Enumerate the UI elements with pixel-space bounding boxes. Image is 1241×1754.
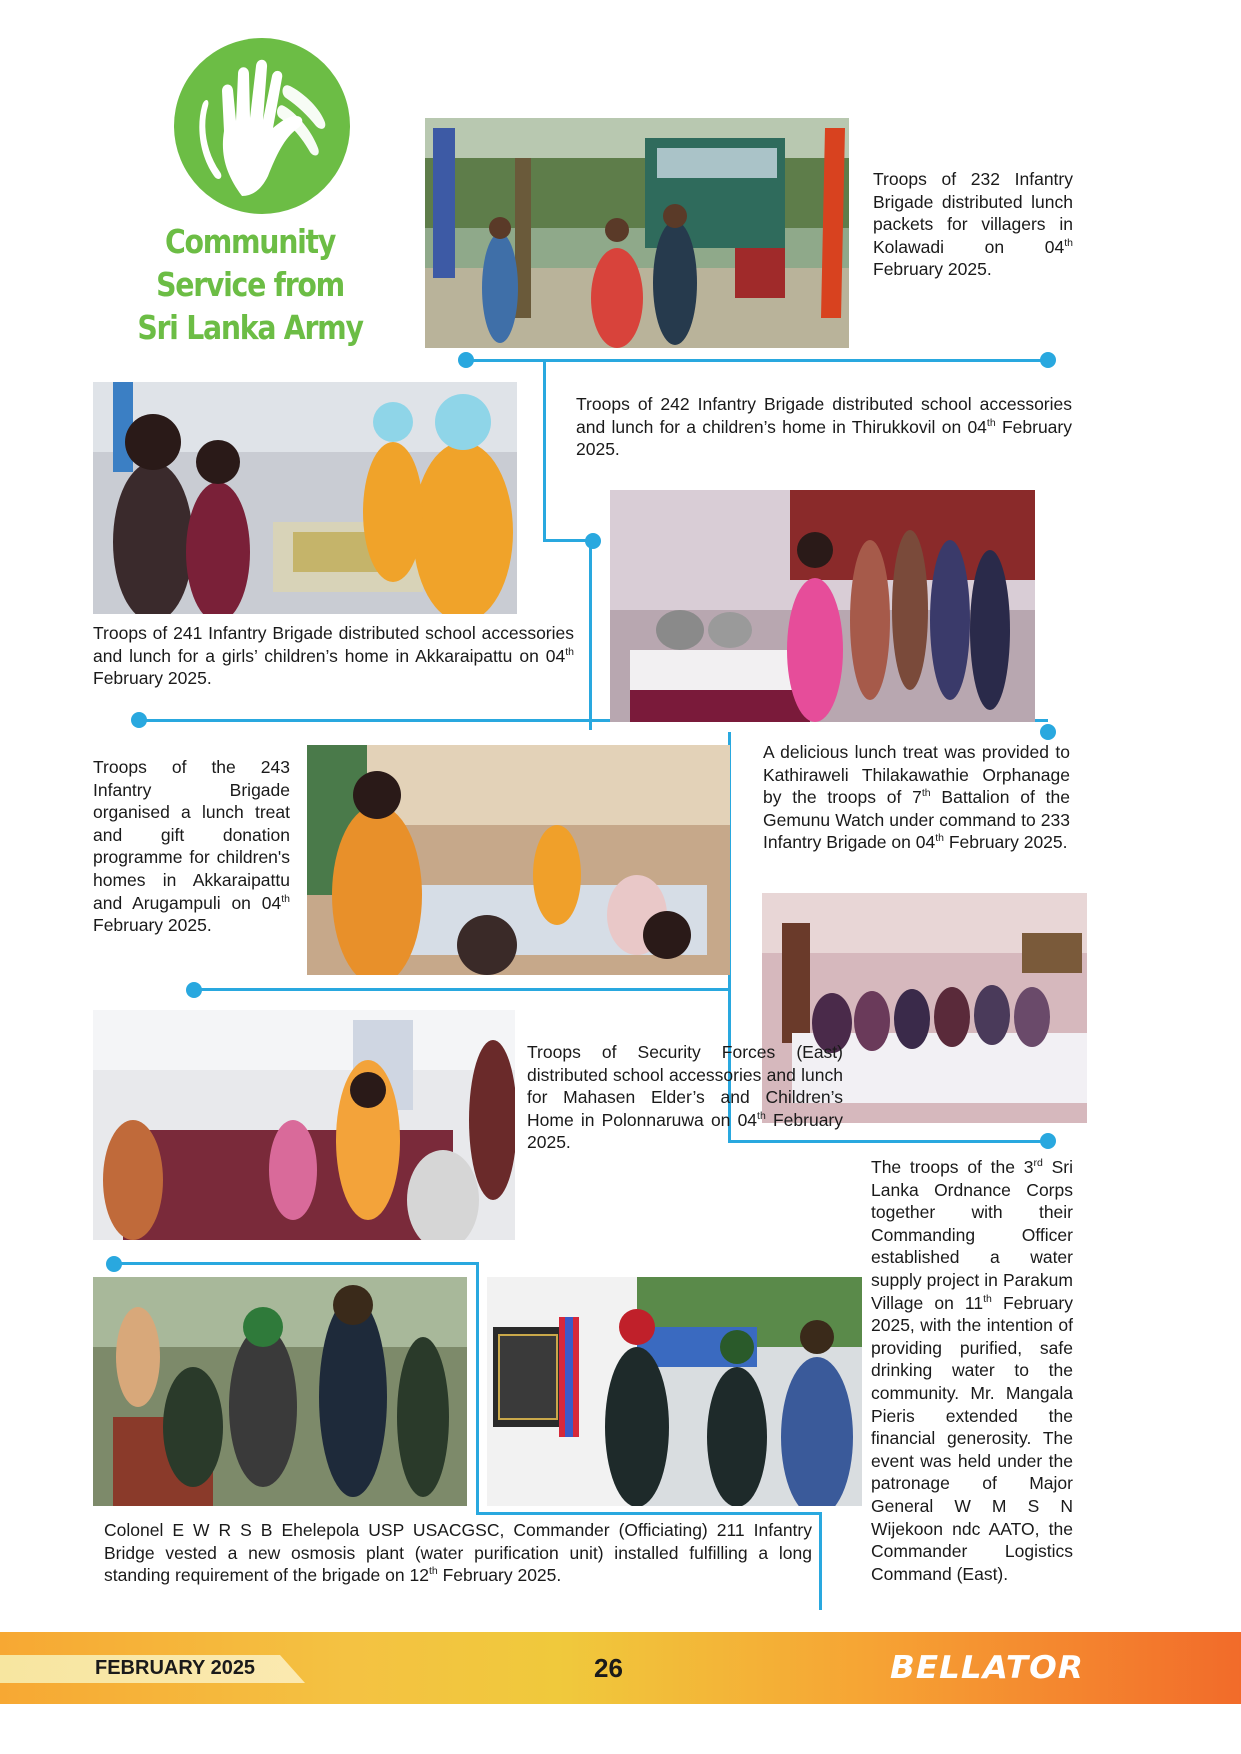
connector-line — [589, 539, 592, 730]
photo-osmosis-plant-211-brigade — [93, 1277, 467, 1506]
connector-line — [819, 1512, 822, 1610]
connector-dot — [458, 352, 474, 368]
connector-dot — [186, 982, 202, 998]
connector-dot — [585, 533, 601, 549]
connector-line — [476, 1512, 822, 1515]
photo-kolawadi-lunch-packets — [425, 118, 849, 348]
footer-date: FEBRUARY 2025 — [95, 1657, 256, 1679]
connector-line — [543, 359, 546, 541]
page-title — [136, 220, 363, 349]
connector-line — [476, 1262, 479, 1514]
connector-line — [113, 1262, 478, 1265]
caption-241-brigade: Troops of 241 Infantry Brigade distributed school accessories and lunch for a girls’ children’s home in Akkaraipattu on 04th February 2025. — [93, 623, 574, 689]
title-line-1: Community — [164, 222, 336, 261]
connector-dot — [1040, 724, 1056, 740]
caption-security-forces-east: Troops of Security Forces (East) distributed school accessories and lunch for Mahasen Elder’s and Children’s Home in Polonnaruwa on 04th February 2025. — [527, 1042, 844, 1153]
community-service-logo — [172, 36, 352, 216]
connector-dot — [106, 1256, 122, 1272]
caption-243-brigade: Troops of the 243 Infantry Brigade organised a lunch treat and gift donation programme for children's homes in Akkaraipattu and Arugampuli on 04th February 2025. — [93, 757, 290, 936]
photo-thirukkovil-childrens-home — [93, 382, 517, 614]
title-line-3: Sri Lanka Army — [137, 308, 363, 347]
caption-232-brigade: Troops of 232 Infantry Brigade distributed lunch packets for villagers in Kolawadi on 04th February 2025. — [873, 169, 1073, 280]
photo-akkaraipattu-girls-home — [610, 490, 1035, 722]
connector-line — [466, 359, 1048, 362]
title-line-2: Service from — [156, 265, 344, 304]
photo-arugampuli-lunch-treat — [307, 745, 730, 975]
green-hands-circle-icon — [172, 36, 352, 216]
caption-osmosis-plant: Colonel E W R S B Ehelepola USP USACGSC, Commander (Officiating) 211 Infantry Bridge vested a new osmosis plant (water purification unit) installed fulfilling a long standing requirement of the brigade on 12th February 2025. — [104, 1520, 812, 1586]
bellator-logo: BELLATOR — [890, 1650, 1084, 1686]
photo-parakum-water-project — [487, 1277, 862, 1506]
caption-233-brigade: A delicious lunch treat was provided to Kathiraweli Thilakawathie Orphanage by the troops of 7th Battalion of the Gemunu Watch under command to 233 Infantry Brigade on 04th February 2025. — [763, 742, 1070, 853]
caption-ordnance-corps: The troops of the 3rd Sri Lanka Ordnance Corps together with their Commanding Officer established a water supply project in Parakum Village on 11th February 2025, with the intention of providing purified, safe drinking water to the community. Mr. Mangala Pieris extended the financial generosity. The event was held under the patronage of Major General W M S N Wijekoon ndc AATO, the Commander Logistics Command (East). — [871, 1157, 1074, 1584]
photo-polonnaruwa-mahasen-home — [93, 1010, 515, 1240]
caption-242-brigade: Troops of 242 Infantry Brigade distributed school accessories and lunch for a children’s home in Thirukkovil on 04th February 2025. — [576, 394, 1072, 460]
connector-dot — [131, 712, 147, 728]
connector-line — [193, 988, 731, 991]
connector-dot — [1040, 1133, 1056, 1149]
page-number: 26 — [594, 1653, 623, 1683]
connector-dot — [1040, 352, 1056, 368]
